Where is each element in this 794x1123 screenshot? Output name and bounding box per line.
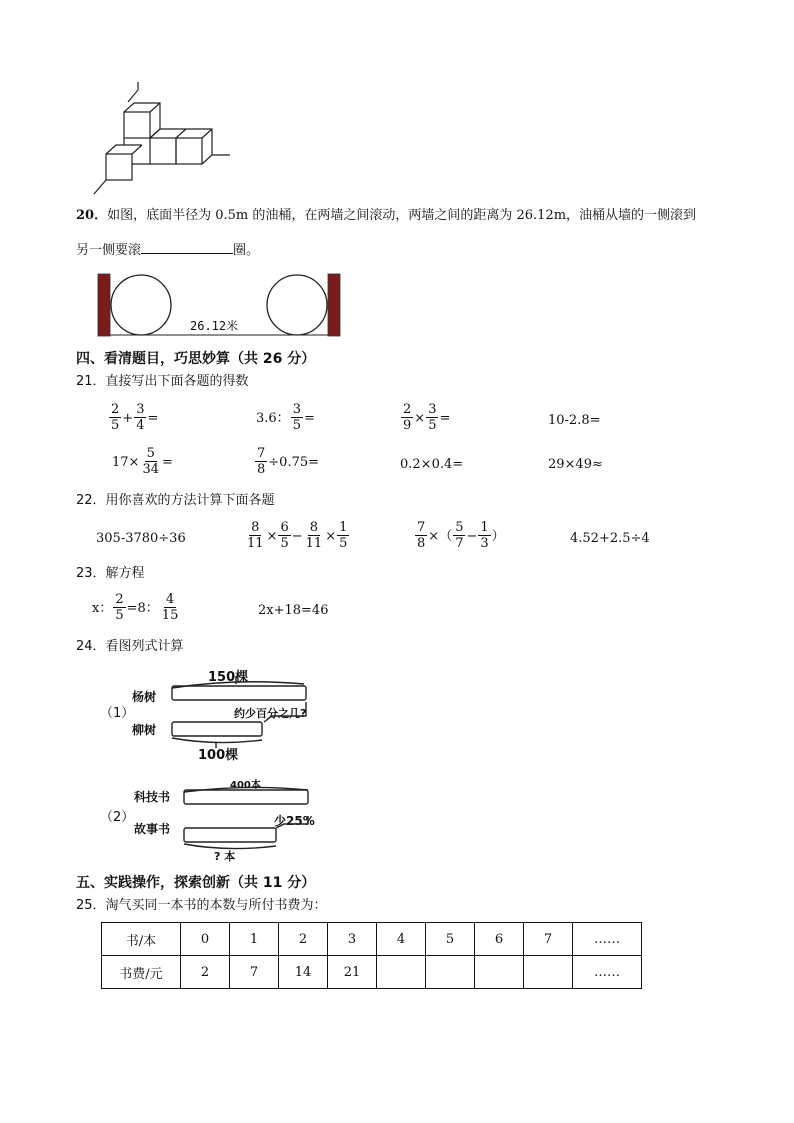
table-cell: 7 (524, 923, 573, 956)
denominator: 3 (480, 536, 489, 551)
fraction (255, 446, 267, 477)
fraction (109, 402, 121, 433)
q21-item-8: 29×49≈ (548, 457, 603, 472)
part-index: （2） (100, 810, 135, 825)
table-header-cell: 书/本 (102, 923, 181, 956)
numerator: 3 (136, 402, 145, 417)
operator: − (291, 529, 303, 544)
q20-number: 20． (76, 208, 108, 223)
q21-title: 21．直接写出下面各题的得数 (76, 374, 249, 389)
operator: × (266, 529, 278, 544)
denominator: 5 (428, 418, 437, 433)
fraction (245, 520, 266, 551)
denominator: 5 (115, 608, 124, 623)
q20-text-b: 另一侧要滚 (76, 243, 142, 258)
expression-middle: =8： (126, 601, 159, 616)
q23-title: 23．解方程 (76, 566, 145, 581)
denominator: 11 (305, 536, 323, 551)
left-paren: （ (439, 529, 453, 544)
fraction (304, 520, 325, 551)
equals-sign: = (439, 411, 451, 426)
numerator: 1 (339, 520, 348, 535)
q23-equation-2: 2x+18=46 (258, 603, 329, 618)
numerator: 2 (403, 402, 412, 417)
numerator: 6 (280, 520, 289, 535)
section-4-heading: 四、看清题目，巧思妙算（共 26 分） (76, 351, 316, 367)
question-label: 少25% (274, 814, 315, 828)
q20-text-a: 如图，底面半径为 0.5m 的油桶，在两墙之间滚动，两墙之间的距离为 26.12m，油桶从墙的一侧滚到 (107, 208, 697, 223)
numerator: 5 (146, 446, 155, 461)
q20-line1 (76, 208, 696, 224)
table-cell: 2 (279, 923, 328, 956)
part-index: （1） (100, 706, 135, 721)
q24-title: 24．看图列式计算 (76, 639, 184, 654)
answer-cell[interactable] (475, 956, 524, 989)
denominator: 8 (417, 536, 426, 551)
denominator: 5 (339, 536, 348, 551)
denominator: 4 (136, 418, 145, 433)
q21-item-2 (256, 402, 315, 433)
question-label: 约少百分之几? (234, 707, 307, 720)
table-cell: 6 (475, 923, 524, 956)
operator: + (122, 411, 134, 426)
equals-sign: = (147, 411, 159, 426)
row-label-b: 故事书 (134, 822, 171, 836)
books-cost-table (101, 922, 642, 989)
denominator: 9 (403, 418, 412, 433)
equals-sign: = (161, 455, 173, 470)
row-label-b: 柳树 (132, 723, 157, 737)
numerator: 8 (309, 520, 319, 535)
operator: − (466, 529, 478, 544)
fraction (134, 402, 146, 433)
q20-text-c: 圈。 (233, 243, 260, 258)
top-value-label: 150棵 (208, 670, 249, 685)
row-label-a: 科技书 (134, 790, 171, 804)
expression-prefix: x： (92, 601, 113, 616)
top-value-label: 400本 (230, 780, 261, 791)
answer-cell[interactable] (377, 956, 426, 989)
fraction (426, 402, 438, 433)
fraction (453, 520, 465, 551)
denominator: 5 (111, 418, 120, 433)
table-cell: 1 (230, 923, 279, 956)
bottom-value-label: 100棵 (198, 748, 239, 763)
q21-item-1 (108, 402, 158, 433)
operator: × (325, 529, 337, 544)
numerator: 4 (165, 592, 175, 607)
table-cell: 5 (426, 923, 475, 956)
fraction (337, 520, 349, 551)
fraction (291, 402, 303, 433)
q24-diagram-2 (96, 774, 356, 866)
denominator: 7 (455, 536, 464, 551)
table-row (102, 923, 642, 956)
table-header-cell: 书费/元 (102, 956, 181, 989)
denominator: 5 (280, 536, 289, 551)
q22-expr-3 (414, 520, 505, 551)
fraction (278, 520, 290, 551)
section-5-heading: 五、实践操作，探索创新（共 11 分） (76, 875, 316, 891)
q22-expr-4: 4.52+2.5÷4 (570, 531, 650, 546)
numerator: 2 (111, 402, 120, 417)
answer-cell[interactable] (426, 956, 475, 989)
q21-item-7: 0.2×0.4= (400, 457, 464, 472)
table-cell: 3 (328, 923, 377, 956)
cube-figure (90, 82, 240, 197)
table-row (102, 956, 642, 989)
numerator: 3 (428, 402, 437, 417)
q21-item-3 (400, 402, 450, 433)
table-cell: 0 (181, 923, 230, 956)
operator: × (428, 529, 440, 544)
q25-title: 25．淘气买同一本书的本数与所付书费为： (76, 898, 327, 913)
q22-title: 22．用你喜欢的方法计算下面各题 (76, 493, 275, 508)
table-cell: 21 (328, 956, 377, 989)
numerator: 5 (455, 520, 464, 535)
row-label-a: 杨树 (132, 690, 157, 704)
fraction (478, 520, 490, 551)
numerator: 1 (480, 520, 489, 535)
q25-table (101, 922, 642, 989)
numerator: 8 (251, 520, 260, 535)
q20-figure (96, 272, 342, 338)
right-paren: ） (491, 529, 505, 544)
q20-line2 (76, 240, 259, 259)
table-cell: …… (573, 923, 642, 956)
bar-diagram-1 (96, 664, 356, 762)
numerator: 3 (292, 402, 301, 417)
q23-equation-1 (92, 592, 181, 623)
numerator: 2 (115, 592, 124, 607)
expression-prefix: 3.6： (256, 411, 290, 426)
q24-diagram-1 (96, 664, 356, 762)
answer-cell[interactable] (524, 956, 573, 989)
expression-suffix: ÷0.75= (268, 455, 320, 470)
q21-item-4: 10-2.8= (548, 413, 601, 428)
q20-answer-blank[interactable] (141, 240, 233, 254)
q21-item-5 (112, 446, 173, 477)
table-cell: 2 (181, 956, 230, 989)
table-cell: …… (573, 956, 642, 989)
denominator: 5 (292, 418, 301, 433)
expression-prefix: 17× (112, 455, 140, 470)
denominator: 34 (142, 462, 159, 477)
q22-expr-2 (244, 520, 350, 551)
distance-label: 26.12米 (190, 319, 239, 333)
fraction (140, 446, 161, 477)
table-cell: 4 (377, 923, 426, 956)
numerator: 7 (417, 520, 426, 535)
bottom-value-label: ? 本 (214, 850, 236, 863)
table-cell: 14 (279, 956, 328, 989)
denominator: 8 (257, 462, 266, 477)
bar-diagram-2 (96, 774, 356, 866)
q21-item-6 (254, 446, 319, 477)
fraction (401, 402, 413, 433)
equals-sign: = (303, 411, 315, 426)
fraction (113, 592, 125, 623)
denominator: 15 (161, 608, 179, 623)
numerator: 7 (257, 446, 266, 461)
table-cell: 7 (230, 956, 279, 989)
fraction (415, 520, 427, 551)
fraction (160, 592, 181, 623)
denominator: 11 (247, 536, 264, 551)
operator: × (414, 411, 426, 426)
q22-expr-1: 305-3780÷36 (96, 531, 186, 546)
